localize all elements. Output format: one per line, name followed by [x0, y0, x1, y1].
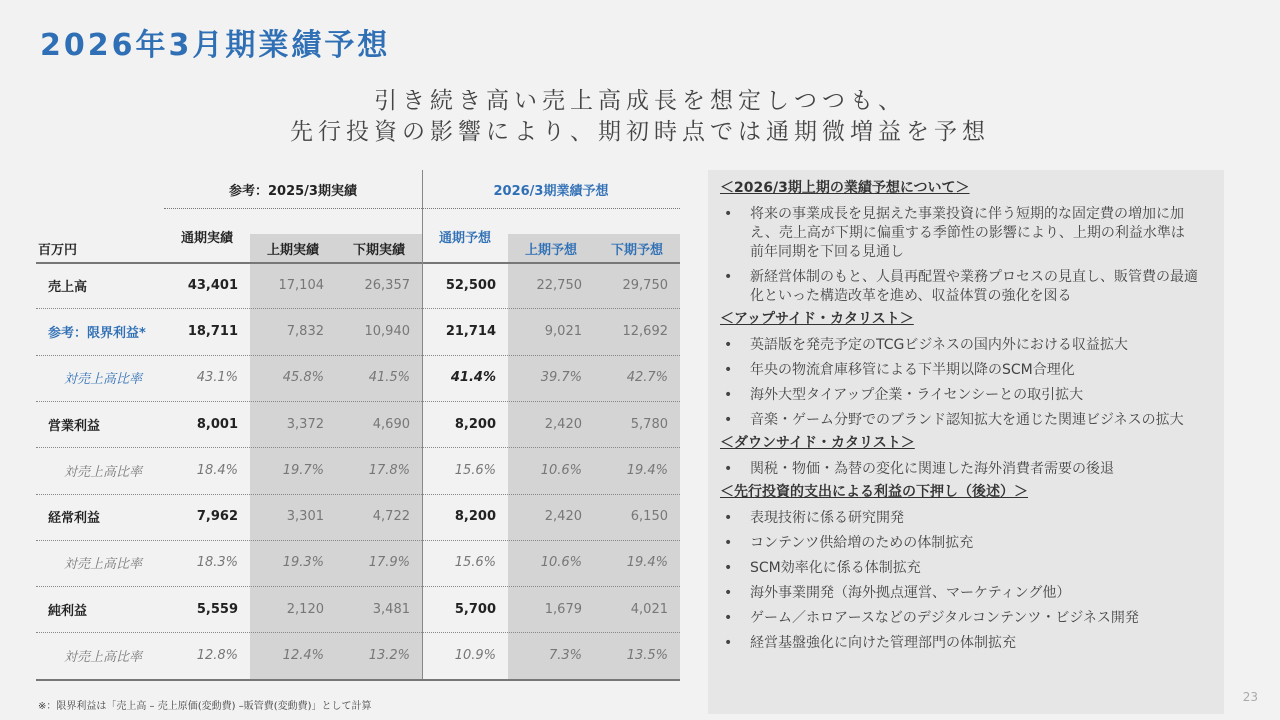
forecast-table: [36, 170, 680, 680]
col-h2-forecast: 下期予想: [610, 242, 663, 258]
table-cell: 18.3%: [196, 555, 238, 571]
table-cell: 3,301: [286, 509, 324, 525]
panel-bullet-item: • 表現技術に係る研究開発: [720, 509, 1212, 528]
footnote: ※：限界利益は「売上高 – 売上原価(変動費) –販管費(変動費)」として計算: [38, 701, 372, 712]
table-cell: 10.6%: [540, 555, 582, 571]
panel-section-heading: ＜ダウンサイド・カタリスト＞: [720, 435, 915, 451]
panel-bullet-item: • SCM効率化に係る体制拡充: [720, 559, 1212, 578]
subtitle: [180, 86, 1100, 148]
notes-panel: [708, 170, 1224, 714]
table-cell: 12.8%: [196, 648, 238, 664]
table-cell: 7.3%: [548, 648, 582, 664]
table-bottom-rule: [36, 679, 680, 681]
panel-section-heading: ＜先行投資的支出による利益の下押し（後述）＞: [720, 484, 1028, 500]
panel-bullet-item: • ゲーム／ホロアースなどのデジタルコンテンツ・ビジネス開発: [720, 609, 1212, 628]
table-cell: 8,200: [454, 416, 496, 432]
table-cell: 15.6%: [454, 462, 496, 478]
row-label: 対売上高比率: [64, 557, 143, 573]
table-cell: 8,200: [454, 509, 496, 525]
table-cell: 12,692: [622, 323, 668, 339]
table-cell: 3,481: [372, 601, 410, 617]
table-cell: 13.5%: [626, 648, 668, 664]
table-cell: 13.2%: [368, 648, 410, 664]
table-cell: 7,962: [196, 509, 238, 525]
table-cell: 29,750: [622, 277, 668, 293]
col-full-forecast: 通期予想: [438, 230, 491, 246]
page-number: 23: [1242, 690, 1258, 704]
table-cell: 39.7%: [540, 370, 582, 386]
table-cell: 43,401: [187, 277, 238, 293]
panel-bullet-item: • 関税・物価・為替の変化に関連した海外消費者需要の後退: [720, 460, 1212, 479]
table-cell: 2,420: [544, 509, 582, 525]
table-cell: 41.4%: [450, 370, 496, 386]
panel-section-heading: ＜アップサイド・カタリスト＞: [720, 311, 914, 327]
panel-bullet-item: • 新経営体制のもと、人員再配置や業務プロセスの見直し、販管費の最適化といった構造改革を進め、収益体質の強化を図る: [720, 268, 1212, 306]
table-cell: 17,104: [278, 277, 324, 293]
table-cell: 19.4%: [626, 462, 668, 478]
subtitle-line-2: 先行投資の影響により、期初時点では通期微増益を予想: [290, 119, 990, 145]
panel-bullet-item: • 音楽・ゲーム分野でのブランド認知拡大を通じた関連ビジネスの拡大: [720, 411, 1212, 430]
table-cell: 43.1%: [196, 370, 238, 386]
table-cell: 19.7%: [282, 462, 324, 478]
panel-bullet-item: • コンテンツ供給増のための体制拡充: [720, 534, 1212, 553]
col-h1-actual: 上期実績: [266, 242, 319, 258]
table-cell: 41.5%: [368, 370, 410, 386]
table-cell: 8,001: [196, 416, 238, 432]
table-cell: 18,711: [187, 323, 238, 339]
row-label: 営業利益: [48, 418, 101, 434]
header-vertical-divider: [422, 170, 423, 262]
row-label: 経常利益: [48, 511, 101, 527]
table-cell: 7,832: [286, 323, 324, 339]
table-cell: 42.7%: [626, 370, 668, 386]
table-cell: 9,021: [544, 323, 582, 339]
panel-section-heading: ＜2026/3期上期の業績予想について＞: [720, 180, 970, 196]
table-cell: 17.8%: [368, 462, 410, 478]
table-cell: 4,722: [372, 509, 410, 525]
table-cell: 3,372: [286, 416, 324, 432]
table-cell: 5,700: [454, 601, 496, 617]
header-divider: [422, 208, 680, 209]
table-cell: 26,357: [364, 277, 410, 293]
col-h1-forecast: 上期予想: [524, 242, 577, 258]
table-cell: 2,420: [544, 416, 582, 432]
table-cell: 4,690: [372, 416, 410, 432]
table-cell: 2,120: [286, 601, 324, 617]
group-header-forecast: 2026/3期業績予想: [493, 183, 609, 199]
table-cell: 17.9%: [368, 555, 410, 571]
col-full-actual: 通期実績: [180, 230, 233, 246]
table-cell: 5,559: [196, 601, 238, 617]
forecast-vertical-divider: [422, 262, 423, 679]
table-cell: 12.4%: [282, 648, 324, 664]
row-label: 参考：限界利益*: [48, 325, 146, 341]
table-cell: 6,150: [630, 509, 668, 525]
row-label: 売上高: [48, 279, 88, 295]
table-cell: 52,500: [445, 277, 496, 293]
table-cell: 19.4%: [626, 555, 668, 571]
row-label: 対売上高比率: [64, 372, 143, 388]
table-cell: 4,021: [630, 601, 668, 617]
panel-bullet-item: • 海外事業開発（海外拠点運営、マーケティング他）: [720, 584, 1212, 603]
table-cell: 18.4%: [196, 462, 238, 478]
header-divider: [164, 208, 422, 209]
row-label: 純利益: [48, 603, 88, 619]
table-cell: 21,714: [445, 323, 496, 339]
group-header-reference: 参考：2025/3期実績: [229, 183, 357, 199]
table-cell: 5,780: [630, 416, 668, 432]
panel-bullet-item: • 英語版を発売予定のTCGビジネスの国内外における収益拡大: [720, 336, 1212, 355]
col-h2-actual: 下期実績: [352, 242, 405, 258]
table-cell: 22,750: [536, 277, 582, 293]
row-label: 対売上高比率: [64, 464, 143, 480]
unit-label: 百万円: [38, 242, 78, 258]
table-cell: 45.8%: [282, 370, 324, 386]
table-cell: 10,940: [364, 323, 410, 339]
table-cell: 19.3%: [282, 555, 324, 571]
panel-bullet-item: • 経営基盤強化に向けた管理部門の体制拡充: [720, 634, 1212, 653]
table-cell: 1,679: [544, 601, 582, 617]
panel-bullet-item: • 海外大型タイアップ企業・ライセンシーとの取引拡大: [720, 386, 1212, 405]
table-cell: 10.9%: [454, 648, 496, 664]
panel-bullet-item: • 将来の事業成長を見据えた事業投資に伴う短期的な固定費の増加に加え、売上高が下期に偏重する季節性の影響により、上期の利益水準は前年同期を下回る見通し: [720, 205, 1212, 262]
table-cell: 15.6%: [454, 555, 496, 571]
panel-bullet-item: • 年央の物流倉庫移管による下半期以降のSCM合理化: [720, 361, 1212, 380]
table-cell: 10.6%: [540, 462, 582, 478]
page-title: 2026年3月期業績予想: [40, 28, 391, 63]
row-label: 対売上高比率: [64, 650, 143, 666]
subtitle-line-1: 引き続き高い売上高成長を想定しつつも、: [374, 88, 906, 114]
